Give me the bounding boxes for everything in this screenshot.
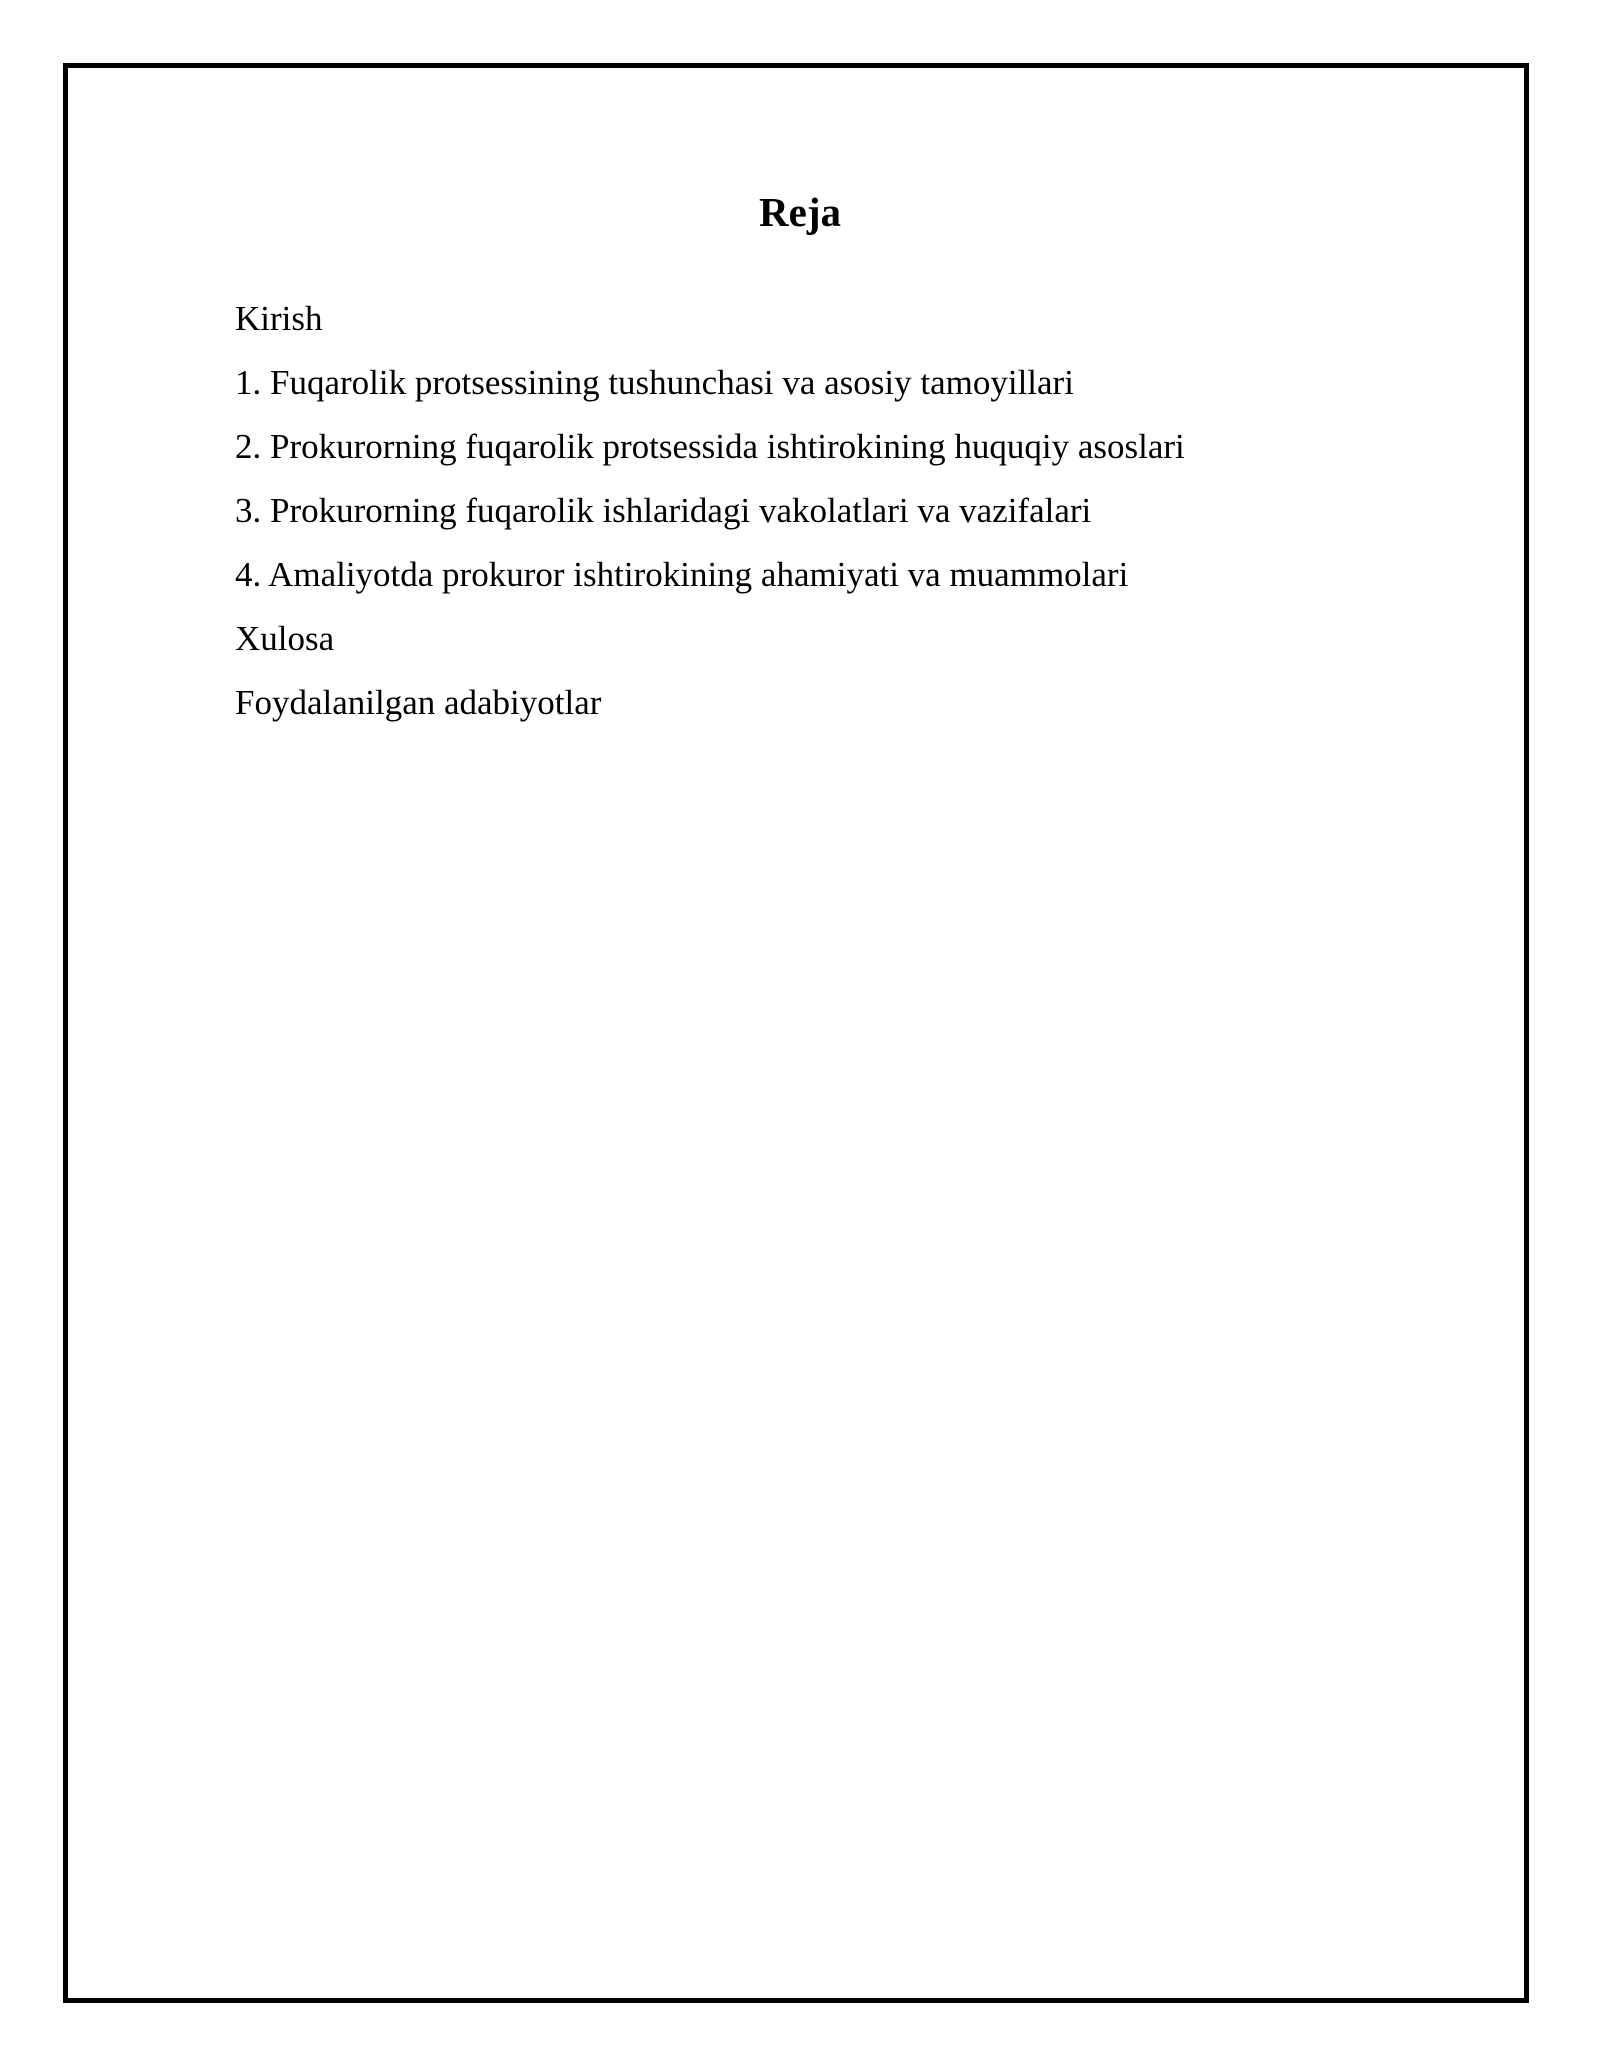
plan-item-2: 2. Prokurorning fuqarolik protsessida ishtirokining huquqiy asoslari (235, 427, 1185, 466)
plan-item-introduction: Kirish (235, 299, 323, 338)
plan-item-4: 4. Amaliyotda prokuror ishtirokining ahamiyati va muammolari (235, 555, 1129, 594)
plan-item-conclusion: Xulosa (235, 619, 335, 658)
plan-item-3: 3. Prokurorning fuqarolik ishlaridagi vakolatlari va vazifalari (235, 491, 1092, 530)
plan-item-1: 1. Fuqarolik protsessining tushunchasi va asosiy tamoyillari (235, 363, 1074, 402)
page-title: Reja (759, 189, 841, 235)
plan-list (235, 287, 1185, 735)
plan-item-references: Foydalanilgan adabiyotlar (235, 683, 602, 722)
